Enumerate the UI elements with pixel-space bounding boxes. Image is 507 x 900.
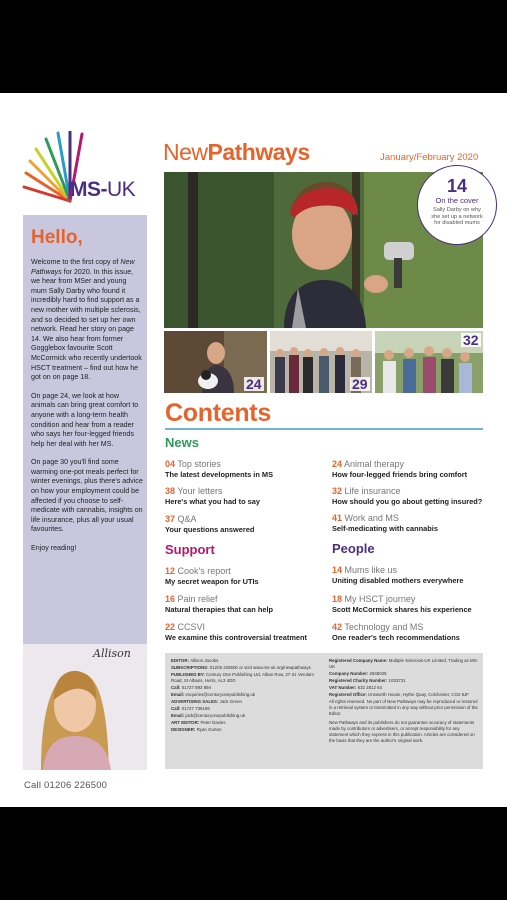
thumbnail-group bbox=[270, 331, 372, 393]
contents-divider bbox=[165, 428, 483, 430]
contents-entry[interactable]: 12 Cook's report My secret weapon for UTIs bbox=[165, 566, 259, 586]
contents-entry[interactable]: 16 Pain relief Natural therapies that can help bbox=[165, 594, 274, 614]
info-line: ART EDITOR: Peter Davies bbox=[171, 720, 226, 725]
contents-entry[interactable]: 38 Your letters Here's what you had to say bbox=[165, 486, 260, 506]
sidebar-heading: Hello, bbox=[31, 227, 83, 248]
info-line: New Pathways and its publishers do not guarantee accuracy of statements made by contributors or advertisers, or accept responsibility for any statement which they express in this publication. Articles are considered on the basis that they are the author's original work. bbox=[329, 720, 475, 743]
ms-uk-logo-text: MS-UK bbox=[70, 178, 136, 201]
info-line: Email: jack@centuryonepublishing.uk bbox=[171, 713, 246, 718]
editor-letter-body bbox=[31, 258, 144, 563]
info-line: Call: 01727 739196 bbox=[171, 706, 210, 711]
contents-entry[interactable]: 37 Q&A Your questions answered bbox=[165, 514, 255, 534]
contents-entry[interactable]: 22 CCSVI We examine this controversial treatment bbox=[165, 622, 307, 642]
publisher-info bbox=[165, 653, 483, 769]
section-support: Support bbox=[165, 542, 215, 557]
contents-entry[interactable]: 18 My HSCT journey Scott McCormick shares his experience bbox=[332, 594, 472, 614]
magazine-page bbox=[0, 93, 507, 807]
info-line: Call: 01727 893 894 bbox=[171, 685, 212, 690]
thumbnail-family bbox=[375, 331, 483, 393]
thumbnail-animal-therapy bbox=[164, 331, 267, 393]
contents-entry[interactable]: 14 Mums like us Uniting disabled mothers everywhere bbox=[332, 565, 464, 585]
info-line: Registered Company Name: Multiple Sclerosis-UK Limited, Trading as MS-UK bbox=[329, 658, 479, 669]
masthead: NewPathways bbox=[163, 139, 310, 165]
contents-entry[interactable]: 42 Technology and MS One reader's tech recommendations bbox=[332, 622, 460, 642]
info-line: All rights reserved. No part of New Pathways may be reproduced or restored in a retrieval system or transmitted in any way without prior permission of the Editor. bbox=[329, 699, 478, 716]
cover-page-number: 14 bbox=[446, 176, 468, 196]
cover-description: Sally Darby on why she set up a network for disabled mums bbox=[431, 207, 483, 226]
thumbnail-page-29: 29 bbox=[352, 376, 368, 392]
contents-entry[interactable]: 41 Work and MS Self-medicating with cannabis bbox=[332, 513, 438, 533]
letter-paragraph-2: On page 24, we look at how animals can bring great comfort to anyone with a long-term health condition and hear from a reader who says her four-legged friends help her deal with her MS. bbox=[31, 391, 139, 448]
letter-paragraph-1: Welcome to the first copy of New Pathways for 2020. In this issue, we hear from MSer and young mum Sally Darby who found it incredibly hard to find support as a new mother with multiple sclerosis, and so decided to set up her own network. Read her story on page 14. We also hear from former Gogglebox favourite Scott McCormick who recently undertook HSCT treatment – find out how he got on on page 18. bbox=[31, 258, 142, 382]
cover-label: On the cover bbox=[435, 196, 479, 205]
info-line: PUBLISHED BY: Century One Publishing Ltd, Alban Row, 27-31 Verulam Road, St Albans, Herts, AL3 4DG bbox=[171, 672, 314, 683]
info-line: VAT Number: 632 2812 64 bbox=[329, 685, 383, 690]
info-line: Company Number: 2845025 bbox=[329, 671, 387, 676]
editor-letter bbox=[23, 215, 147, 770]
section-news: News bbox=[165, 435, 199, 450]
letter-paragraph-3: On page 30 you'll find some warming one-pot meals perfect for winter evenings, plus there's advice on how your employment could be affected if you choose to self-medicate with cannabis, insights on life insurance, plus all your usual favourites. bbox=[31, 458, 143, 534]
info-line: DESIGNER: Ryan Gurton bbox=[171, 727, 222, 732]
info-line: Email: enquiries@centuryonepublishing.uk bbox=[171, 692, 256, 697]
letter-signoff: Enjoy reading! bbox=[31, 544, 77, 553]
info-line: ADVERTISING SALES: Jack Green bbox=[171, 699, 242, 704]
contents-entry[interactable]: 04 Top stories The latest developments in MS bbox=[165, 459, 274, 479]
section-people: People bbox=[332, 541, 375, 556]
thumbnail-page-32: 32 bbox=[463, 332, 479, 348]
publisher-info-right bbox=[329, 658, 479, 747]
info-line: EDITOR: Allison Jacobs bbox=[171, 658, 219, 663]
publisher-info-left bbox=[171, 658, 321, 734]
contents-heading: Contents bbox=[165, 399, 271, 427]
info-line: Registered Office: Unsworth House, Hythe Quay, Colchester, CO2 8JF bbox=[329, 692, 469, 697]
contents-entry[interactable]: 24 Animal therapy How four-legged friends bring comfort bbox=[332, 459, 468, 479]
thumbnail-page-24: 24 bbox=[246, 376, 262, 392]
info-line: SUBSCRIPTIONS: 01206 226500 or visit www.ms-uk.org/newpathways bbox=[171, 665, 311, 670]
phone-number: Call 01206 226500 bbox=[24, 780, 108, 791]
cover-badge bbox=[417, 165, 497, 245]
editor-photo bbox=[23, 644, 147, 770]
issue-date: January/February 2020 bbox=[380, 152, 479, 163]
info-line: Registered Charity Number: 1033731 bbox=[329, 678, 406, 683]
editor-signature: Allison bbox=[93, 647, 131, 660]
contents-entry[interactable]: 32 Life insurance How should you go about getting insured? bbox=[332, 486, 483, 506]
